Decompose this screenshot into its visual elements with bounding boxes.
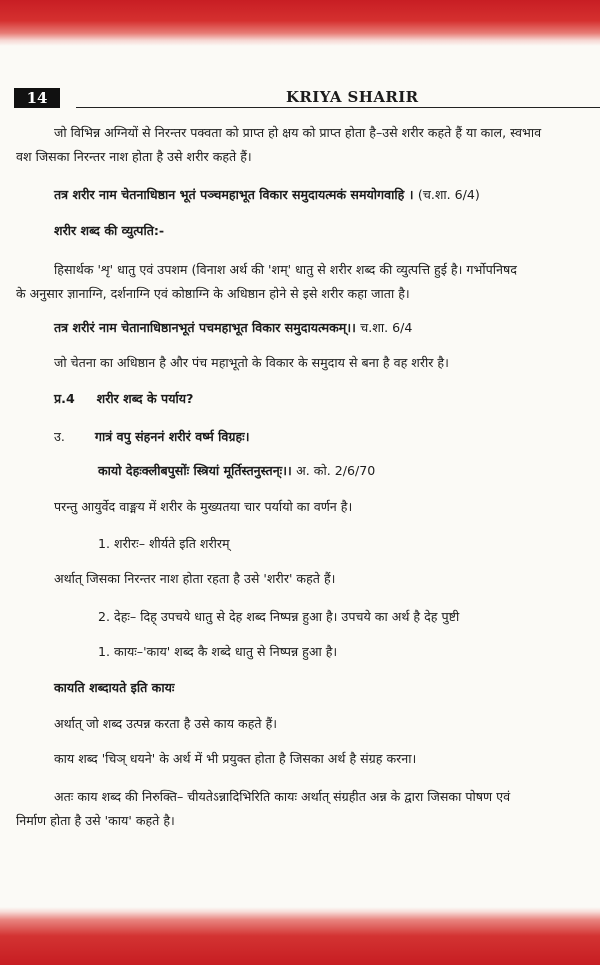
answer-text: गात्रं वपु संहननं शरीरं वर्ष्म विग्रहः। [94,429,250,444]
item-sharira: 1. शरीरः– शीर्यते इति शरीरम् [98,536,230,551]
verse-1 [54,184,480,205]
para-2-line-1: हिसार्थक 'शृ' धातु एवं उपशम (विनाश अर्थ की 'शम्' धातु से शरीर शब्द की व्युत्पत्ति हुई है। गर्भोपनिषद [54,262,517,277]
verse-2-ref: च.शा. 6/4 [360,320,413,335]
answer-label: उ. [54,429,65,444]
verse-2-text: तत्र शरीरं नाम चेतानाधिष्ठानभूतं पचमहाभूत विकार समुदायत्मकम्।। [54,320,356,335]
para-4: परन्तु आयुर्वेद वाङ्मय में शरीर के मुख्यतया चार पर्यायो का वर्णन है। [54,499,353,514]
item-kaya: 1. कायः–'काय' शब्द कै शब्दे धातु से निष्पन्न हुआ है। [98,644,338,659]
heading-etymology: शरीर शब्द की व्युत्पति:- [54,223,165,238]
question-number: प्र.4 [54,391,75,406]
answer-line [54,426,249,447]
page-header [14,88,600,110]
para-5: अर्थात् जिसका निरन्तर नाश होता रहता है उसे 'शरीर' कहते हैं। [54,571,336,586]
verse-3-text: कायो देहःक्लीबपुसोंः स्त्रियां मूर्तिस्तनुस्तन्ः।। [98,463,292,478]
verse-1-text: तत्र शरीर नाम चेतनाधिष्ठान भूतं पञ्चमहाभूत विकार समुदायत्मकं समयोगवाहि । [54,187,414,202]
item-deha: 2. देहः– दिह् उपचये धातु से देह शब्द निष्पन्न हुआ है। उपचये का अर्थ है देह पुष्टी [98,609,460,624]
question-4 [54,388,193,409]
heading-kayati: कायति शब्दायते इति कायः [54,680,175,695]
running-title: KRIYA SHARIR [286,88,419,106]
para-8-line-1: अतः काय शब्द की निरुक्ति– चीयतेऽन्नादिभिरिति कायः अर्थात् संग्रहीत अन्न के द्वारा जिसका पोषण एवं [54,789,511,804]
para-3: जो चेतना का अधिष्ठान है और पंच महाभूतो के विकार के समुदाय से बना है वह शरीर है। [54,355,449,370]
verse-2 [54,317,412,338]
bottom-red-band [0,907,600,965]
para-1-line-2: वश जिसका निरन्तर नाश होता है उसे शरीर कहते हैं। [16,149,252,164]
para-2-line-2: के अनुसार ज्ञानाग्नि, दर्शनाग्नि एवं कोष्ठाग्नि के अधिष्ठान होने से इसे शरीर कहा जाता है। [16,286,410,301]
para-6: अर्थात् जो शब्द उत्पन्न करता है उसे काय कहते हैं। [54,716,278,731]
question-text: शरीर शब्द के पर्याय? [96,391,194,406]
top-red-band [0,0,600,46]
page-number: 14 [14,88,60,108]
header-rule [76,107,600,108]
para-8-line-2: निर्माण होता है उसे 'काय' कहते है। [16,813,175,828]
para-1-line-1: जो विभिन्न अग्नियों से निरन्तर पक्वता को प्राप्त हो क्षय को प्राप्त होता है–उसे शरीर कहते हैं या काल, स्वभाव [54,125,542,140]
verse-1-ref: (च.शा. 6/4) [417,187,480,202]
para-7: काय शब्द 'चिञ् धयने' के अर्थ में भी प्रयुक्त होता है जिसका अर्थ है संग्रह करना। [54,751,417,766]
verse-3 [98,460,375,481]
verse-3-ref: अ. को. 2/6/70 [296,463,376,478]
